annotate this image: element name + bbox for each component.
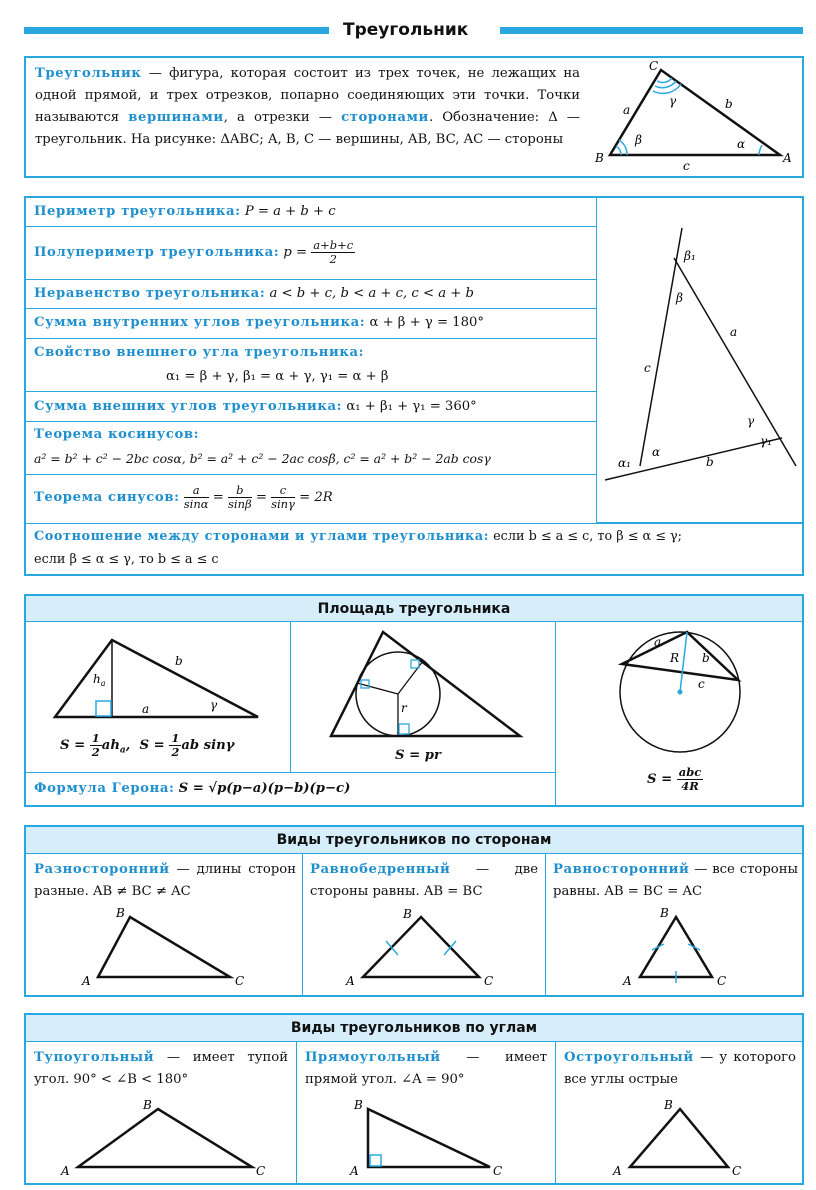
equilateral-text (553, 859, 798, 903)
label-beta: β (635, 133, 642, 147)
label-A: A (613, 1164, 622, 1178)
sine-num-a: a (184, 484, 209, 498)
angles-header: Виды треугольников по углам (26, 1015, 802, 1042)
scalene-figure (78, 905, 258, 990)
cosine-formula: a² = b² + c² − 2bc cosα, b² = a² + c² − 2ac cosβ, c² = a² + b² − 2ab cosγ (34, 451, 491, 466)
label-C: C (256, 1164, 266, 1178)
row-sep (24, 308, 596, 309)
scalene-text (34, 859, 296, 903)
exterior-angle-label (34, 342, 364, 364)
label-B: B (403, 907, 412, 921)
label-A: A (623, 974, 632, 988)
angle-sum-formula: α + β + γ = 180° (369, 315, 484, 330)
right-term: Прямоугольный (305, 1050, 441, 1065)
area-f1c: ab sinγ (181, 738, 235, 753)
area-f1a: ah (101, 738, 120, 753)
label-A: A (82, 974, 91, 988)
isosceles-text (310, 859, 538, 903)
acute-term: Остроугольный (564, 1050, 694, 1065)
label-ha: $h_a$ (93, 672, 106, 688)
page-title: Треугольник (343, 20, 469, 40)
label-c: c (698, 677, 705, 691)
perimeter-label: Периметр треугольника: (34, 204, 241, 219)
area-header: Площадь треугольника (26, 596, 802, 622)
inequality-formula: a < b + c, b < a + c, c < a + b (269, 286, 474, 301)
obtuse-text (34, 1047, 288, 1091)
right-figure (350, 1095, 510, 1180)
sine-frac-c (271, 484, 295, 511)
perimeter-row (34, 201, 336, 223)
label-B: B (595, 151, 604, 165)
label-A: A (783, 151, 792, 165)
equilateral-desc: — все стороны равны. AB = BC = AC (553, 862, 798, 899)
triangle-abc-figure (585, 60, 800, 175)
scalene-desc: — длины сторон разные. AB ≠ BC ≠ AC (34, 862, 296, 899)
sine-num-b: b (228, 484, 252, 498)
label-C: C (732, 1164, 742, 1178)
cosine-label (34, 424, 199, 446)
heron-row (34, 778, 350, 800)
area-formula-2: S = pr (395, 748, 441, 763)
label-b: b (702, 651, 710, 665)
label-alpha1: α₁ (618, 456, 631, 470)
scalene-term: Разносторонний (34, 862, 170, 877)
semi-num: a+b+c (313, 238, 354, 252)
row-sep (24, 279, 596, 280)
area-f1-lhs: S = (60, 738, 86, 753)
label-side-b: b (706, 455, 714, 469)
area-formula-3 (647, 760, 703, 800)
row-sep (24, 226, 596, 227)
row-sep (24, 474, 596, 475)
label-B: B (354, 1098, 363, 1112)
label-r: r (401, 701, 407, 715)
semiperimeter-fraction (311, 239, 355, 266)
area-formula-1: S = $\frac{1}{2}$ $ah_a$, S = $\frac{1}{2}$ ab sinγ (60, 731, 235, 759)
definition-text (35, 63, 580, 151)
relation-text1: если b ≤ a ≤ c, то β ≤ α ≤ γ; (489, 529, 682, 544)
label-A: A (61, 1164, 70, 1178)
definition-part3: . Обозначение: Δ — треугольник. На рисунке: ΔABC; A, B, C — вершины, AB, BC, AC — стороны (35, 110, 580, 147)
angle-sum-label: Сумма внутренних углов треугольника: (34, 315, 366, 330)
isosceles-desc: — две стороны равны. AB = BC (310, 862, 538, 899)
sine-den-c: sinγ (271, 497, 295, 511)
cosine-title: Теорема косинусов: (34, 427, 200, 442)
semiperimeter-label: Полупериметр треугольника: (34, 245, 280, 260)
area-height-figure (50, 635, 265, 725)
half-den-2: 2 (171, 745, 180, 759)
obtuse-figure (58, 1095, 278, 1180)
label-B: B (116, 906, 125, 920)
row-sep (24, 338, 596, 339)
sine-row: Теорема синусов: $\frac{a}{\sin\alpha}$ = $\frac{b}{\sin\beta}$ = $\frac{c}{\sin\gamma}$ = 2R (34, 483, 333, 511)
label-beta: β (676, 291, 683, 305)
exterior-sum-label: Сумма внешних углов треугольника: (34, 399, 343, 414)
label-a: a (142, 702, 150, 716)
abc-fraction (677, 766, 704, 793)
label-gamma: γ (747, 414, 755, 428)
label-alpha: α (737, 137, 746, 151)
area-sep (290, 622, 291, 772)
half-num-2: 1 (171, 731, 180, 745)
sine-label: Теорема синусов: (34, 490, 180, 505)
acute-text (564, 1047, 796, 1091)
right-desc: — имеет прямой угол. ∠A = 90° (305, 1050, 547, 1087)
definition-part1: — фигура, которая состоит из трех точек, не лежащих на одной прямой, и трех отрезков, попарно соединяющих эти точки. Точки называются (35, 66, 580, 125)
right-text (305, 1047, 547, 1091)
label-C: C (493, 1164, 503, 1178)
sine-rhs: = 2R (299, 490, 333, 505)
sine-frac-b (228, 484, 252, 511)
angles-sep (296, 1042, 297, 1185)
exterior-angle-title: Свойство внешнего угла треугольника: (34, 345, 365, 360)
half-den: 2 (91, 745, 100, 759)
sine-den-b: sinβ (227, 497, 252, 511)
exterior-sum-row (34, 396, 477, 418)
heron-formula: S = √p(p−a)(p−b)(p−c) (178, 781, 351, 796)
area-f3-lhs: S = (647, 772, 673, 787)
inscribed-circle-figure (325, 628, 525, 740)
semi-den: 2 (329, 252, 337, 266)
label-gamma: γ (669, 94, 677, 108)
exterior-angle-formula: α₁ = β + γ, β₁ = α + γ, γ₁ = α + β (166, 369, 389, 384)
exterior-angles-figure (600, 200, 800, 520)
equilateral-figure (620, 905, 740, 990)
isosceles-term: Равнобедренный (310, 862, 451, 877)
label-side-a: a (623, 103, 631, 117)
circumscribed-circle-figure (612, 622, 752, 762)
f3-num: abc (678, 765, 702, 779)
sine-den-a: sinα (183, 497, 209, 511)
label-B: B (660, 906, 669, 920)
definition-part2: , а отрезки — (223, 110, 342, 125)
equilateral-term: Равносторонний (553, 862, 690, 877)
label-side-c: c (644, 361, 651, 375)
label-side-c: c (683, 159, 690, 173)
label-side-b: b (725, 97, 733, 111)
relation-label: Соотношение между сторонами и углами треугольника: (34, 529, 490, 544)
label-a: a (654, 635, 662, 649)
half-fraction-2 (169, 732, 181, 759)
area-f1a-sub: a (119, 745, 126, 756)
title-bar-left (24, 27, 329, 34)
sine-num-c: c (271, 484, 295, 498)
title-bar-right (500, 27, 803, 34)
area-sep (24, 772, 555, 773)
label-gamma1: γ₁ (760, 434, 772, 448)
label-A: A (346, 974, 355, 988)
acute-desc: — у которого все углы острые (564, 1050, 796, 1087)
label-side-a: a (730, 325, 738, 339)
isosceles-figure (343, 905, 503, 990)
label-R: R (670, 651, 680, 665)
angles-sep (555, 1042, 556, 1185)
heron-label: Формула Герона: (34, 781, 175, 796)
relation-row2: если β ≤ α ≤ γ, то b ≤ a ≤ c (34, 552, 219, 567)
label-beta1: β₁ (684, 249, 696, 263)
exterior-sum-formula: α₁ + β₁ + γ₁ = 360° (346, 399, 477, 414)
area-sep (555, 622, 556, 807)
label-gamma: γ (210, 698, 218, 712)
row-sep (24, 523, 804, 524)
acute-figure (610, 1095, 760, 1180)
label-C: C (717, 974, 727, 988)
sides-header: Виды треугольников по сторонам (26, 827, 802, 854)
inequality-row (34, 283, 474, 305)
half-num: 1 (91, 731, 100, 745)
relation-row1 (34, 526, 682, 548)
obtuse-desc: — имеет тупой угол. 90° < ∠B < 180° (34, 1050, 288, 1087)
label-B: B (664, 1098, 673, 1112)
f3-den: 4R (681, 779, 699, 793)
sine-frac-a (184, 484, 209, 511)
sides-sep (545, 854, 546, 997)
row-sep (24, 391, 596, 392)
sides-sep (302, 854, 303, 997)
term-triangle: Треугольник (35, 66, 142, 81)
label-b: b (175, 654, 183, 668)
label-alpha: α (652, 445, 661, 459)
label-C: C (235, 974, 245, 988)
perimeter-formula: P = a + b + c (244, 204, 336, 219)
row-sep (24, 421, 596, 422)
label-C: C (484, 974, 494, 988)
area-f1b: S = (139, 738, 165, 753)
term-sides: сторонами (341, 110, 429, 125)
angle-sum-row (34, 312, 484, 334)
term-vertices: вершинами (128, 110, 224, 125)
half-fraction (90, 732, 102, 759)
label-A: A (350, 1164, 359, 1178)
semiperimeter-lhs: p = (283, 245, 308, 260)
inequality-label: Неравенство треугольника: (34, 286, 266, 301)
obtuse-term: Тупоугольный (34, 1050, 155, 1065)
label-C: C (649, 59, 659, 73)
semiperimeter-row (34, 233, 355, 273)
label-B: B (143, 1098, 152, 1112)
